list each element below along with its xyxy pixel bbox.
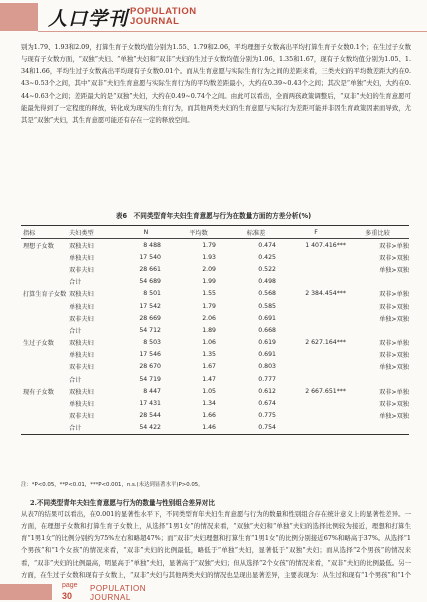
cell-f (286, 349, 346, 361)
cell-n: 28 544 (139, 412, 161, 420)
cell-n: 54 719 (139, 375, 161, 383)
cell-n: 28 670 (139, 363, 161, 371)
cell-multiple-comparison: 单独>双独 (379, 364, 409, 372)
section-heading: 2.不同类型青年夫妇生育意愿与行为的数量与性别组合差异对比 (30, 499, 215, 507)
footer-journal-title (90, 584, 146, 602)
header-mean: 平均数 (171, 226, 226, 239)
cell-mean: 1.34 (202, 400, 216, 408)
header-rule (38, 31, 427, 32)
journal-title-en (130, 7, 197, 27)
cell-couple-type: 双非夫妇 (69, 315, 94, 323)
cell-couple-type: 合计 (69, 376, 82, 384)
cell-sd: 0.775 (258, 412, 276, 420)
table-row (21, 324, 409, 336)
cell-couple-type: 双独夫妇 (69, 291, 94, 299)
cell-sd: 0.674 (258, 400, 276, 408)
cell-mean: 1.93 (202, 253, 216, 261)
cell-f (286, 410, 346, 422)
cell-sd: 0.803 (258, 363, 276, 371)
footer-page-label: page (62, 582, 78, 589)
cell-indicator (21, 422, 69, 435)
cell-sd: 0.585 (258, 302, 276, 310)
cell-f (286, 300, 346, 312)
cell-couple-type: 合计 (69, 279, 82, 287)
cell-indicator (21, 324, 69, 336)
cell-multiple-comparison: 单独>双独 (379, 413, 409, 421)
cell-f (286, 361, 346, 373)
header-indicator: 指标 (21, 226, 69, 239)
cell-f: 2 384.454*** (305, 290, 346, 298)
cell-n: 17 431 (139, 400, 161, 408)
page-footer (0, 581, 427, 602)
cell-couple-type: 双非夫妇 (69, 266, 94, 274)
cell-indicator: 生过子女数 (23, 340, 54, 348)
cell-mean: 1.06 (202, 339, 216, 347)
cell-indicator (21, 361, 69, 373)
cell-indicator (21, 276, 69, 288)
cell-f (286, 276, 346, 288)
cell-mean: 1.46 (171, 422, 226, 435)
cell-mean: 1.55 (202, 290, 216, 298)
table-row (21, 373, 409, 385)
journal-header (0, 0, 427, 40)
cell-couple-type: 双独夫妇 (69, 340, 94, 348)
table-caption: 表6 不同类型育年夫妇生育意愿与行为在数量方面的方差分析(%) (115, 212, 312, 220)
table-row (21, 312, 409, 324)
header-multiple-comparison: 多重比较 (346, 226, 409, 239)
cell-couple-type: 合计 (69, 327, 82, 335)
cell-n: 54 422 (121, 422, 171, 435)
footer-page-number: 30 (62, 591, 73, 601)
table-header-row (21, 226, 409, 239)
cell-mean: 1.89 (202, 326, 216, 334)
table-row (21, 361, 409, 373)
anova-table (21, 225, 409, 435)
cell-couple-type: 双非夫妇 (69, 364, 94, 372)
cell-multiple-comparison: 双非>单独 (379, 242, 409, 250)
cell-mean: 1.79 (202, 241, 216, 249)
cell-sd: 0.612 (258, 387, 276, 395)
footer-title-line2: JOURNAL (90, 593, 131, 602)
header-couple-type: 夫妇类型 (69, 226, 121, 239)
cell-sd: 0.568 (258, 290, 276, 298)
cell-sd: 0.754 (226, 422, 286, 435)
cell-f (286, 251, 346, 263)
table-row (21, 251, 409, 263)
cell-multiple-comparison: 单独>双独 (379, 266, 409, 274)
table-row (21, 288, 409, 300)
cell-f (286, 263, 346, 275)
cell-indicator: 现有子女数 (23, 388, 54, 396)
table-row (21, 422, 409, 435)
table-row (21, 337, 409, 349)
cell-mean: 1.99 (202, 278, 216, 286)
cell-multiple-comparison: 双非>双独 (379, 352, 409, 360)
footer-title-line1: POPULATION (90, 584, 146, 593)
cell-couple-type: 单独夫妇 (69, 254, 94, 262)
cell-f: 1 407.416*** (305, 241, 346, 249)
cell-sd: 0.619 (258, 339, 276, 347)
cell-mean: 1.79 (202, 302, 216, 310)
body-paragraph-1: 别为1.79、1.93和2.09，打算生育子女数均值分别为1.55、1.79和2.06，平均理想子女数高出平均打算生育子女数0.1个；在生过子女数与现有子女数方面，“双独”夫妇、“单独”夫妇和“双非”夫妇的生过子女数均值分别为1.06、1.35和1.67，现有子女数均值分别为1.05、1.34和1.66，平均生过子女数高出平均现有子女数0.01个。而从生育意愿与实际生育行为之间的差距来看，三类夫妇的平均数差距大约在0.43~0.53个之间，其中“双非”夫妇生育意愿与实际生育行为的平均数差距最小，大约在0.39~0.43个之间；其次是“单独”夫妇，大约在0.44~0.63个之间；差距最大的是“双独”夫妇，大约在0.49~0.74个之间。由此可以看出，全面两孩政策调整后，“双非”夫妇的生育意愿可能最先得到了一定程度的释放，转化成为现实的生育行为，而其他两类夫妇的生育意愿与实际行为差距可能并非因生育政策因素而导致，尤其是“双独”夫妇，其生育意愿可能还有存在一定的释放空间。 (21, 43, 411, 124)
cell-multiple-comparison: 双非>双独 (379, 254, 409, 262)
cell-sd: 0.474 (258, 241, 276, 249)
body-paragraph-2: 从表7的结果可以看出，在0.001的显著性水平下，不同类型育年夫妇生育意愿与行为的数量和性别组合存在统计意义上的显著性差异。一方面，在理想子女数和打算生育子女数上，从选择“1男1女”的情况来看，“双独”夫妇和“单独”夫妇的选择比例较为接近，理想和打算生育“1男1女”的比例分别约为75%左右和略超47%；而“双非”夫妇理想和打算生育“1男1女”的比例分别接近67%和略高于37%。从选择“1个男孩”和“1个女孩”的情况来看，“双非”夫妇的比例最低，略低于“单独”夫妇，显著低于“双独”夫妇；而从选择“2个男孩”的情况来看，“双非”夫妇的比例最高，明显高于“单独”夫妇，显著高于“双独”夫妇；但从选择“2个女孩”的情况来看，“双非”夫妇的比例最低。另一方面，在生过子女数和现有子女数上，“双非”夫妇与其他两类夫妇的情况也呈现出显著差异，主要表现为：从生过和现有“1个男孩”和“1个 (21, 510, 411, 579)
cell-mean: 2.09 (202, 265, 216, 273)
cell-mean: 1.35 (202, 351, 216, 359)
cell-multiple-comparison (346, 422, 409, 435)
cell-n: 54 689 (139, 278, 161, 286)
cell-indicator (21, 312, 69, 324)
table-row (21, 263, 409, 275)
cell-indicator (21, 397, 69, 409)
table-note: 注：*P<0.05，**P<0.01，***P<0.001，n.s.(未达到显著水平)P>0.05。 (21, 482, 204, 488)
cell-f (286, 397, 346, 409)
cell-multiple-comparison: 双非>单独 (379, 388, 409, 396)
cell-couple-type: 单独夫妇 (69, 303, 94, 311)
cell-f (286, 373, 346, 385)
cell-couple-type: 单独夫妇 (69, 401, 94, 409)
cell-mean: 1.05 (202, 387, 216, 395)
cell-sd: 0.777 (258, 375, 276, 383)
cell-f: 2 627.164*** (305, 339, 346, 347)
cell-indicator (21, 300, 69, 312)
cell-mean: 1.67 (202, 363, 216, 371)
cell-sd: 0.691 (258, 314, 276, 322)
cell-couple-type: 双独夫妇 (69, 242, 94, 250)
cell-f (286, 324, 346, 336)
cell-indicator (21, 263, 69, 275)
cell-n: 28 661 (139, 265, 161, 273)
cell-mean: 1.66 (202, 412, 216, 420)
cell-n: 17 540 (139, 253, 161, 261)
cell-multiple-comparison: 双非>单独 (379, 291, 409, 299)
cell-multiple-comparison: 双非>单独 (379, 340, 409, 348)
cell-sd: 0.691 (258, 351, 276, 359)
table-row (21, 239, 409, 252)
header-color-bar (0, 3, 38, 31)
header-f: F (286, 226, 346, 239)
cell-multiple-comparison (346, 373, 409, 385)
cell-indicator: 理想子女数 (23, 242, 54, 250)
cell-sd: 0.668 (258, 326, 276, 334)
table-row (21, 397, 409, 409)
cell-indicator (21, 410, 69, 422)
table-body (21, 239, 409, 435)
cell-couple-type: 单独夫妇 (69, 352, 94, 360)
cell-multiple-comparison: 双非>双独 (379, 303, 409, 311)
cell-multiple-comparison (346, 324, 409, 336)
cell-couple-type: 双非夫妇 (69, 413, 94, 421)
cell-n: 17 542 (139, 302, 161, 310)
cell-n: 8 503 (143, 339, 161, 347)
cell-sd: 0.425 (258, 253, 276, 261)
cell-f: 2 667.651*** (305, 387, 346, 395)
cell-n: 28 669 (139, 314, 161, 322)
cell-n: 54 712 (139, 326, 161, 334)
cell-indicator (21, 251, 69, 263)
journal-title-line2: JOURNAL (130, 16, 180, 27)
table-row (21, 349, 409, 361)
cell-sd: 0.522 (258, 265, 276, 273)
cell-couple-type: 合计 (69, 422, 121, 435)
journal-title-line1: POPULATION (130, 6, 197, 17)
cell-f (286, 312, 346, 324)
cell-n: 8 501 (143, 290, 161, 298)
cell-mean: 2.06 (202, 314, 216, 322)
cell-multiple-comparison: 双非>双独 (379, 401, 409, 409)
header-n: N (121, 226, 171, 239)
cell-multiple-comparison: 单独>双独 (379, 315, 409, 323)
cell-mean: 1.47 (202, 375, 216, 383)
cell-sd: 0.498 (258, 278, 276, 286)
table-row (21, 410, 409, 422)
cell-n: 17 546 (139, 351, 161, 359)
cell-n: 8 447 (143, 387, 161, 395)
cell-multiple-comparison (346, 276, 409, 288)
cell-couple-type: 双独夫妇 (69, 388, 94, 396)
table-row (21, 276, 409, 288)
cell-indicator (21, 373, 69, 385)
cell-indicator (21, 349, 69, 361)
cell-f (286, 422, 346, 435)
footer-color-bar (0, 584, 52, 600)
cell-indicator: 打算生育子女数 (23, 291, 67, 299)
header-sd: 标准差 (226, 226, 286, 239)
cell-n: 8 488 (143, 241, 161, 249)
table-row (21, 385, 409, 397)
journal-logo: 人口学刊 (48, 8, 129, 30)
table-row (21, 300, 409, 312)
